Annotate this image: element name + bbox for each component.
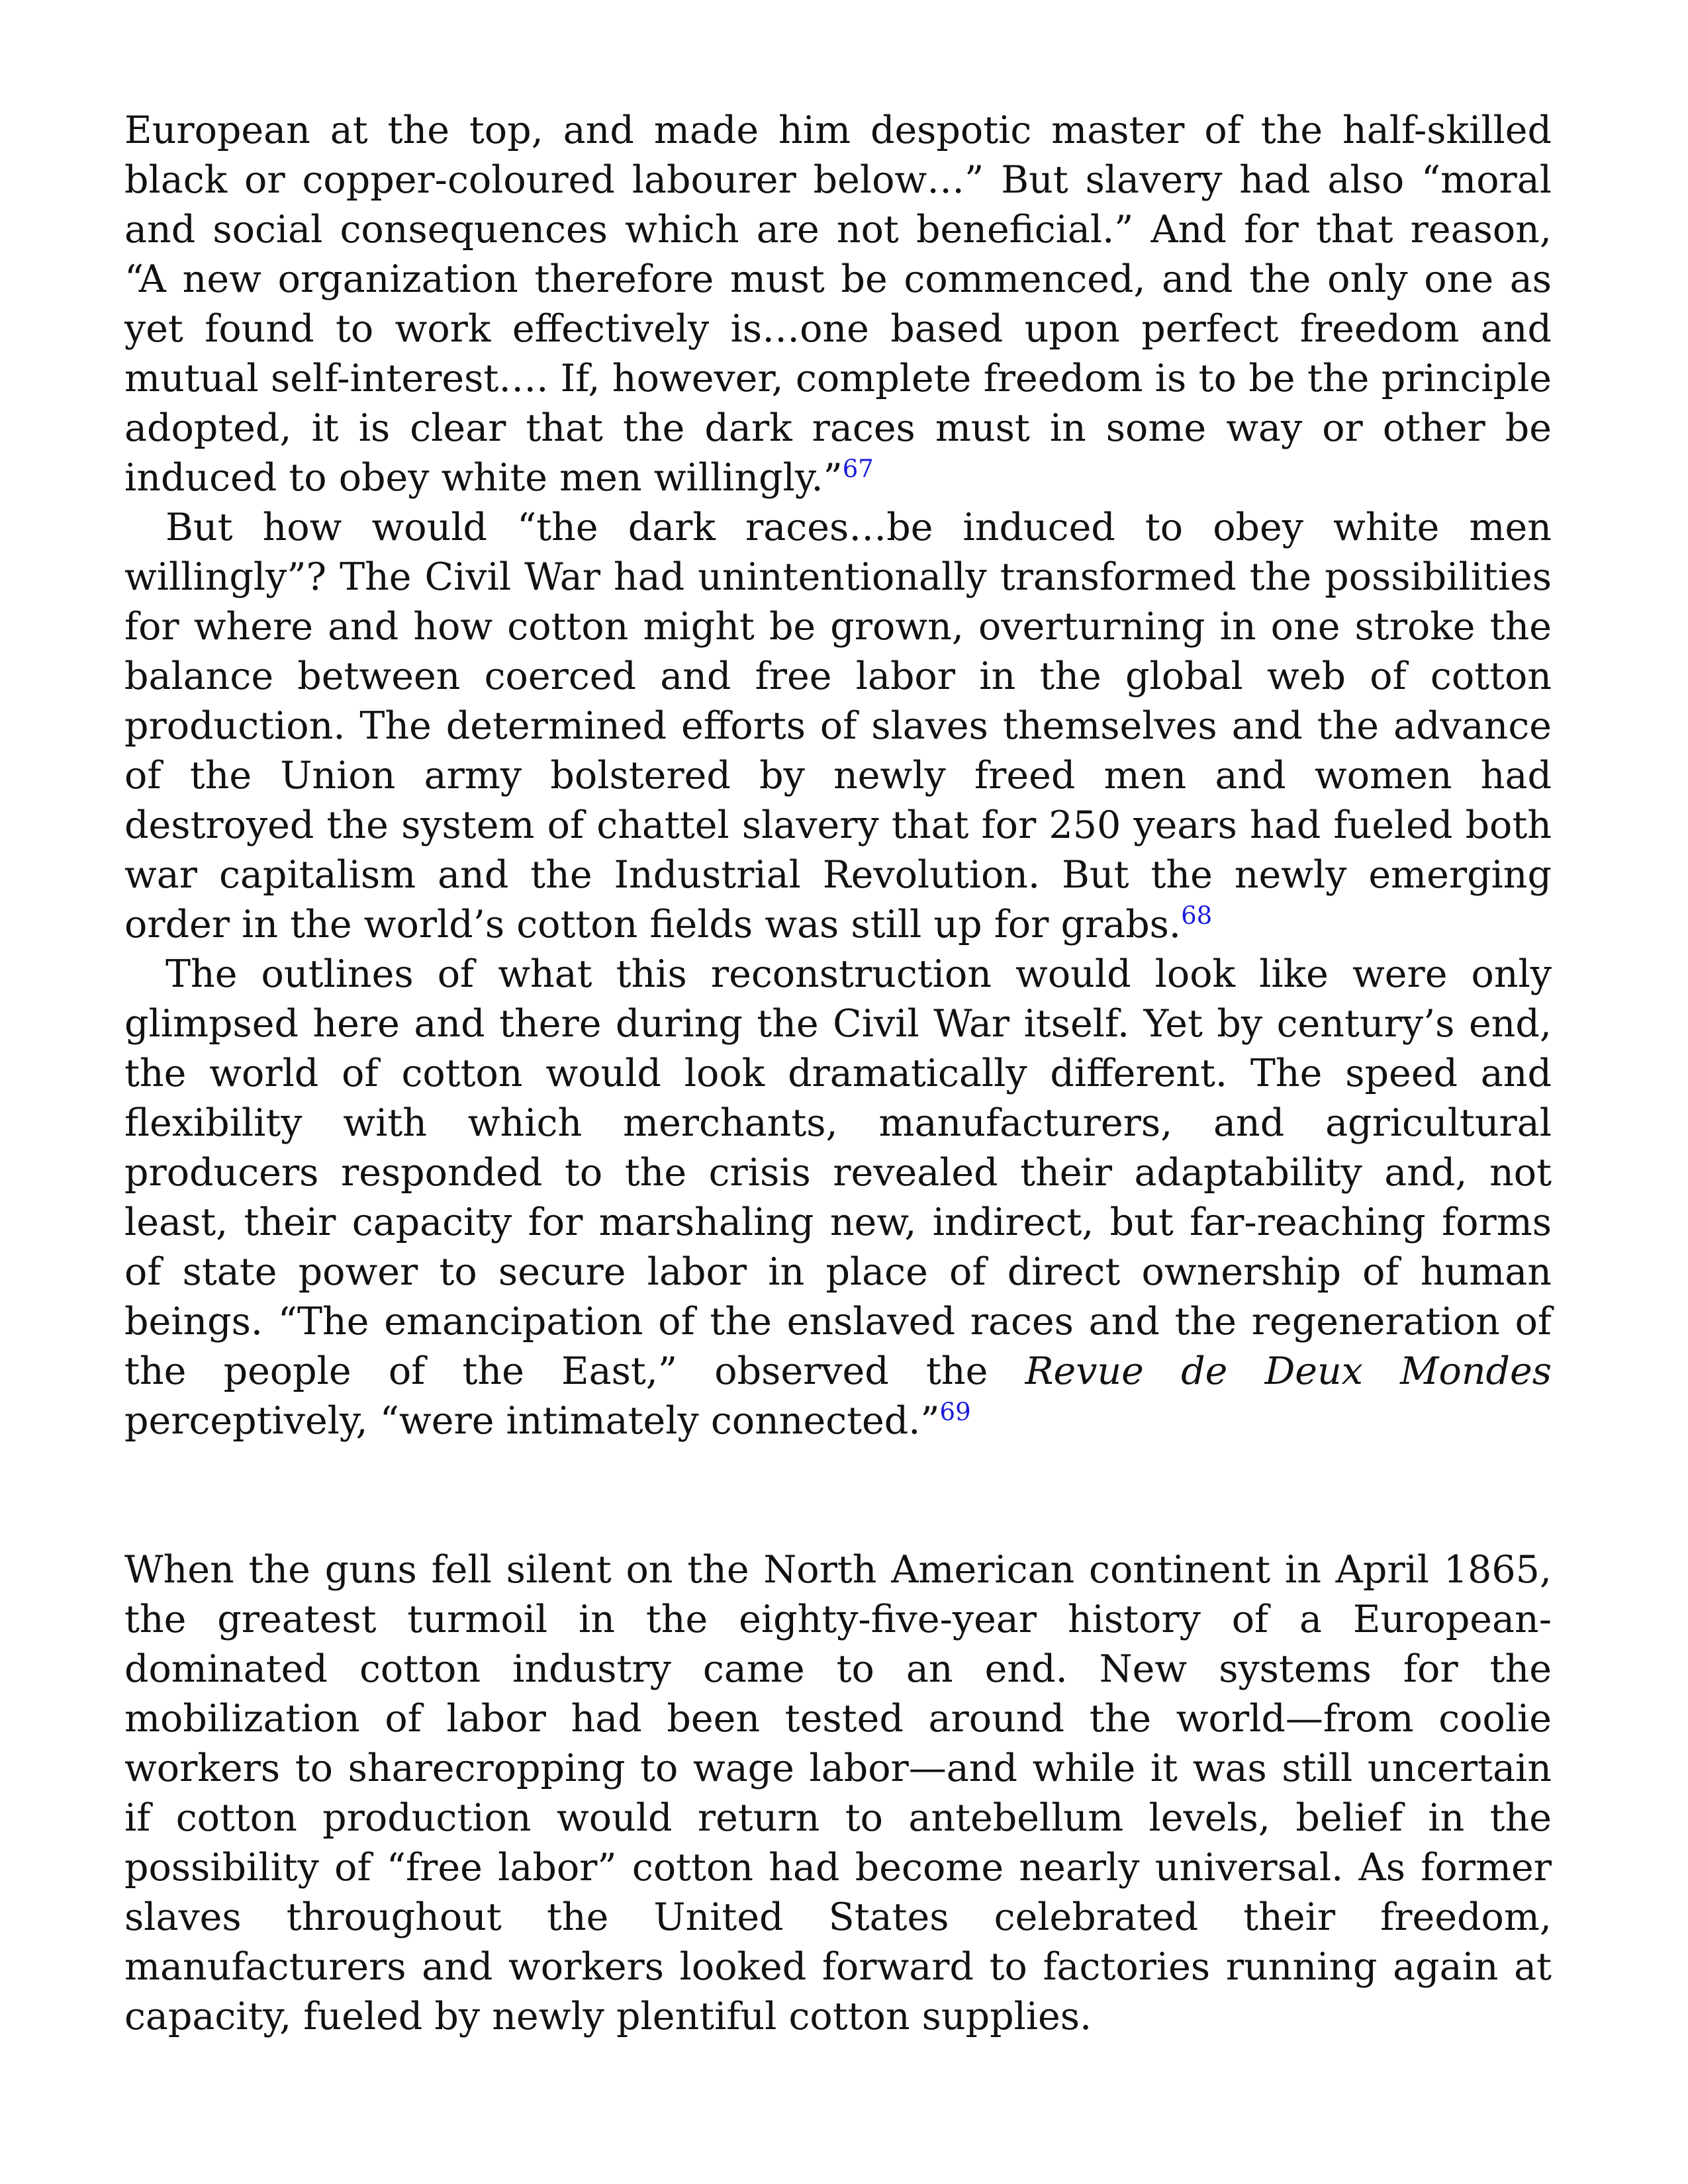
journal-title: Revue de Deux Mondes xyxy=(1025,1349,1552,1393)
footnote-ref-68[interactable]: 68 xyxy=(1181,901,1213,930)
paragraph-1-text: European at the top, and made him despotic master of the half-skilled black or copper-coloured labourer below…” But slavery had also “moral and social consequences which are not beneficial.” And for that reason, “A new organization therefore must be commenced, and the only one as yet found to work effectively is…one based upon perfect freedom and mutual self-interest…. If, however, complete freedom is to be the principle adopted, it is clear that the dark races must in some way or other be induced to obey white men willingly.” xyxy=(124,109,1552,500)
paragraph-1 xyxy=(124,106,1552,503)
footnote-ref-67[interactable]: 67 xyxy=(842,455,874,483)
paragraph-2-text: But how would “the dark races…be induced to obey white men willingly”? The Civil War had unintentionally transformed the possibilities for where and how cotton might be grown, overturning in one stroke the balance between coerced and free labor in the global web of cotton production. The determined efforts of slaves themselves and the advance of the Union army bolstered by newly freed men and women had destroyed the system of chattel slavery that for 250 years had fueled both war capitalism and the Industrial Revolution. But the newly emerging order in the world’s cotton fields was still up for grabs. xyxy=(124,506,1552,946)
paragraph-4-text: When the guns fell silent on the North American continent in April 1865, the greatest turmoil in the eighty-five-year history of a European-dominated cotton industry came to an end. New systems for the mobilization of labor had been tested around the world—from coolie workers to sharecropping to wage labor—and while it was still uncertain if cotton production would return to antebellum levels, belief in the possibility of “free labor” cotton had become nearly universal. As former slaves throughout the United States celebrated their freedom, manufacturers and workers looked forward to factories running again at capacity, fueled by newly plentiful cotton supplies. xyxy=(124,1548,1552,2038)
footnote-ref-69[interactable]: 69 xyxy=(939,1398,971,1426)
paragraph-3 xyxy=(124,950,1552,1446)
paragraph-4 xyxy=(124,1545,1552,2042)
paragraph-2 xyxy=(124,503,1552,950)
paragraph-3-text-after: perceptively, “were intimately connected.” xyxy=(124,1399,940,1443)
paragraph-3-text-before: The outlines of what this reconstruction would look like were only glimpsed here and there during the Civil War itself. Yet by century’s end, the world of cotton would look dramatically different. The speed and flexibility with which merchants, manufacturers, and agricultural producers responded to the crisis revealed their adaptability and, not least, their capacity for marshaling new, indirect, but far-reaching forms of state power to secure labor in place of direct ownership of human beings. “The emancipation of the enslaved races and the regeneration of the people of the East,” observed the xyxy=(124,952,1552,1393)
page-body xyxy=(124,106,1552,2042)
